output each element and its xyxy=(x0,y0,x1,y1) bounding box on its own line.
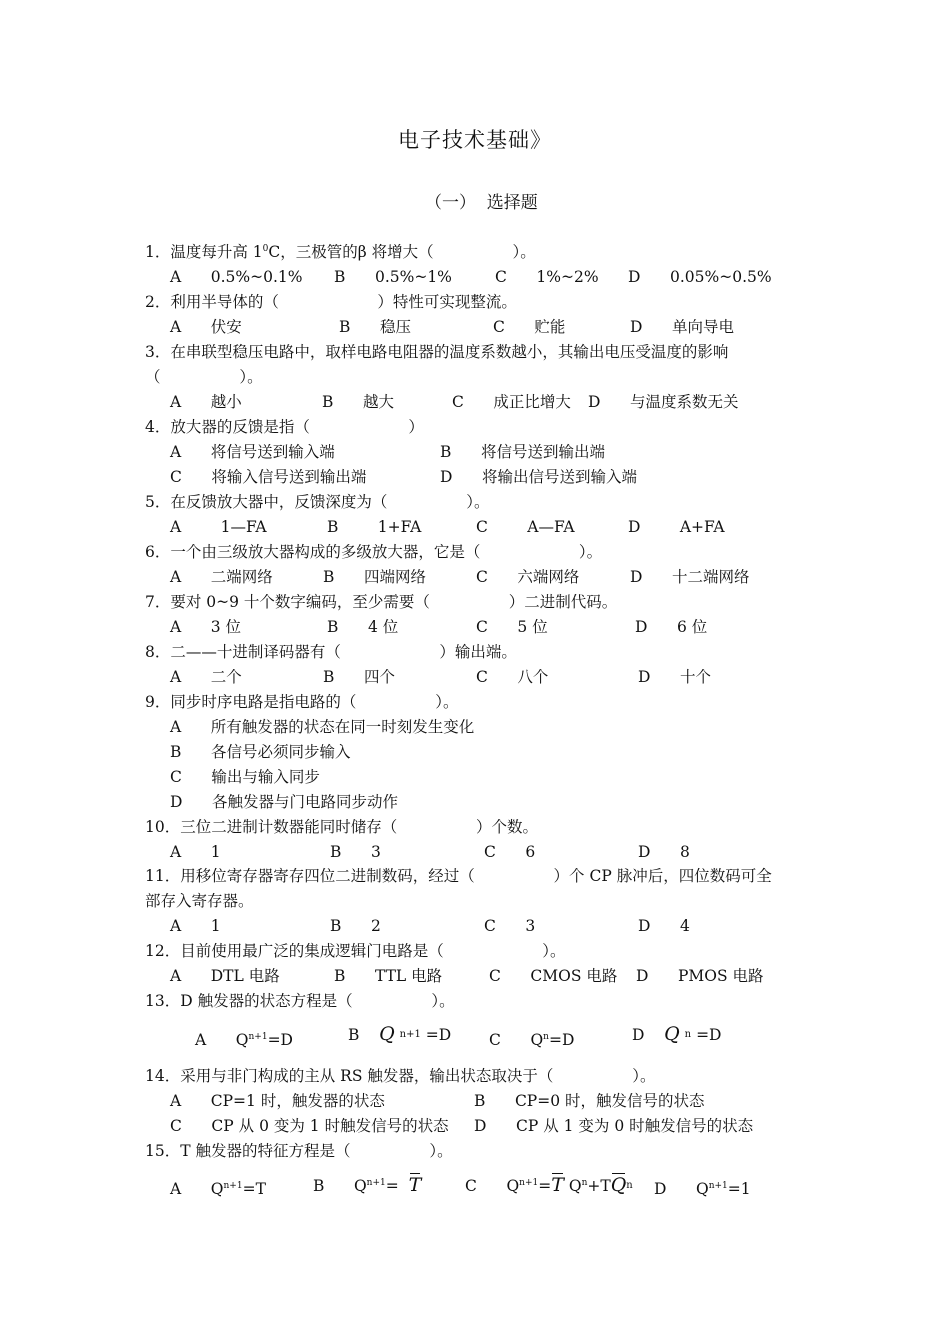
question-14: 14．采用与非门构成的主从 RS 触发器，输出状态取决于（ ）。 xyxy=(145,1067,656,1085)
q8-option-d[interactable]: D 十个 xyxy=(638,668,711,686)
q3-option-b[interactable]: B 越大 xyxy=(322,393,394,411)
question-5: 5．在反馈放大器中，反馈深度为（ ）。 xyxy=(145,493,490,511)
t-bar-symbol: T xyxy=(408,1174,422,1196)
q8-option-b[interactable]: B 四个 xyxy=(323,668,395,686)
question-4: 4．放大器的反馈是指（ ） xyxy=(145,418,424,436)
q4-option-a[interactable]: A 将信号送到输入端 xyxy=(170,443,335,461)
q6-option-a[interactable]: A 二端网络 xyxy=(170,568,273,586)
q3-option-c[interactable]: C 成正比增大 xyxy=(452,393,571,411)
q4-option-d[interactable]: D 将输出信号送到输入端 xyxy=(440,468,637,486)
q14-option-d[interactable]: D CP 从 1 变为 0 时触发信号的状态 xyxy=(474,1117,754,1135)
q3-option-d[interactable]: D 与温度系数无关 xyxy=(588,393,739,411)
q7-option-a[interactable]: A 3 位 xyxy=(170,618,242,636)
q7-option-d[interactable]: D 6 位 xyxy=(635,618,708,636)
q13-option-d[interactable]: D Q n =D xyxy=(632,1023,722,1045)
question-8: 8．二——十进制译码器有（ ）输出端。 xyxy=(145,643,517,661)
q2-option-d[interactable]: D 单向导电 xyxy=(630,318,734,336)
q2-option-a[interactable]: A 伏安 xyxy=(170,318,242,336)
q10-option-b[interactable]: B 3 xyxy=(330,843,381,861)
q11-option-d[interactable]: D 4 xyxy=(638,917,690,935)
q14-option-a[interactable]: A CP=1 时，触发器的状态 xyxy=(170,1092,385,1110)
q10-option-c[interactable]: C 6 xyxy=(484,843,536,861)
q10-option-a[interactable]: A 1 xyxy=(170,843,221,861)
q5-option-b[interactable]: B 1+FA xyxy=(327,518,422,536)
q6-option-d[interactable]: D 十二端网络 xyxy=(630,568,750,586)
q12-option-d[interactable]: D PMOS 电路 xyxy=(636,967,764,985)
q1-option-d[interactable]: D 0.05%~0.5% xyxy=(628,268,772,286)
question-2: 2．利用半导体的（ ）特性可实现整流。 xyxy=(145,293,517,311)
question-10: 10．三位二进制计数器能同时储存（ ）个数。 xyxy=(145,818,539,836)
q1-option-a[interactable]: A 0.5%~0.1% xyxy=(170,268,303,286)
question-13: 13．D 触发器的状态方程是（ ）。 xyxy=(145,992,455,1010)
q11-option-c[interactable]: C 3 xyxy=(484,917,536,935)
q11-option-b[interactable]: B 2 xyxy=(330,917,381,935)
question-3: 3．在串联型稳压电路中，取样电路电阻器的温度系数越小，其输出电压受温度的影响 xyxy=(145,343,729,361)
q15-option-a[interactable]: A $Q^{n+1}=T$ xyxy=(170,1180,266,1198)
q5-option-d[interactable]: D A+FA xyxy=(628,518,725,536)
question-7: 7．要对 0~9 十个数字编码，至少需要（ ）二进制代码。 xyxy=(145,593,618,611)
q15-option-b[interactable]: B $Q^{n+1}= T$ xyxy=(313,1174,422,1196)
q3-option-a[interactable]: A 越小 xyxy=(170,393,242,411)
q4-option-c[interactable]: C 将输入信号送到输出端 xyxy=(170,468,367,486)
q13-option-c[interactable]: C $Q^n=D$ xyxy=(489,1031,575,1049)
section-heading: （一） 选择题 xyxy=(425,193,538,213)
q5-option-c[interactable]: C A—FA xyxy=(476,518,575,536)
question-6: 6．一个由三级放大器构成的多级放大器，它是（ ）。 xyxy=(145,543,603,561)
q9-option-a[interactable]: A 所有触发器的状态在同一时刻发生变化 xyxy=(170,718,475,736)
q9-option-d[interactable]: D 各触发器与门电路同步动作 xyxy=(170,793,398,811)
q-symbol: Q xyxy=(379,1023,395,1045)
question-15: 15．T 触发器的特征方程是（ ）。 xyxy=(145,1142,453,1160)
question-3-cont: （ ）。 xyxy=(145,368,263,386)
q2-option-b[interactable]: B 稳压 xyxy=(339,318,411,336)
q14-option-c[interactable]: C CP 从 0 变为 1 时触发信号的状态 xyxy=(170,1117,449,1135)
q9-option-b[interactable]: B 各信号必须同步输入 xyxy=(170,743,351,761)
t-bar-symbol: T xyxy=(551,1174,564,1196)
q8-option-c[interactable]: C 八个 xyxy=(476,668,549,686)
q12-option-b[interactable]: B TTL 电路 xyxy=(334,967,443,985)
q10-option-d[interactable]: D 8 xyxy=(638,843,690,861)
question-12: 12．目前使用最广泛的集成逻辑门电路是（ ）。 xyxy=(145,942,566,960)
q1-option-b[interactable]: B 0.5%~1% xyxy=(334,268,452,286)
q7-option-c[interactable]: C 5 位 xyxy=(476,618,548,636)
q7-option-b[interactable]: B 4 位 xyxy=(327,618,399,636)
question-9: 9．同步时序电路是指电路的（ ）。 xyxy=(145,693,459,711)
question-11-cont: 部存入寄存器。 xyxy=(145,892,254,910)
q14-option-b[interactable]: B CP=0 时，触发信号的状态 xyxy=(474,1092,705,1110)
q6-option-c[interactable]: C 六端网络 xyxy=(476,568,580,586)
q12-option-c[interactable]: C CMOS 电路 xyxy=(489,967,618,985)
document-title: 电子技术基础》 xyxy=(398,128,552,152)
q1-option-c[interactable]: C 1%~2% xyxy=(495,268,599,286)
q-bar-symbol: Q xyxy=(610,1174,627,1196)
q12-option-a[interactable]: A DTL 电路 xyxy=(170,967,280,985)
q9-option-c[interactable]: C 输出与输入同步 xyxy=(170,768,320,786)
question-11: 11．用移位寄存器寄存四位二进制数码，经过（ ）个 CP 脉冲后，四位数码可全 xyxy=(145,867,772,885)
q15-option-d[interactable]: D $Q^{n+1}=1$ xyxy=(654,1180,751,1198)
question-1: 1．温度每升高 $1^0C$，三极管的β 将增大（ ）。 xyxy=(145,243,536,261)
q-symbol: Q xyxy=(664,1023,680,1045)
q8-option-a[interactable]: A 二个 xyxy=(170,668,242,686)
q4-option-b[interactable]: B 将信号送到输出端 xyxy=(440,443,605,461)
q2-option-c[interactable]: C 贮能 xyxy=(493,318,566,336)
q13-option-a[interactable]: A $Q^{n+1}=D$ xyxy=(195,1031,293,1049)
q11-option-a[interactable]: A 1 xyxy=(170,917,221,935)
q5-option-a[interactable]: A 1—FA xyxy=(170,518,267,536)
q15-option-c[interactable]: C $Q^{n+1}=T$ $Q^n+TQn$ xyxy=(465,1174,633,1196)
q6-option-b[interactable]: B 四端网络 xyxy=(323,568,426,586)
q13-option-b[interactable]: B Q n+1 =D xyxy=(348,1023,452,1045)
